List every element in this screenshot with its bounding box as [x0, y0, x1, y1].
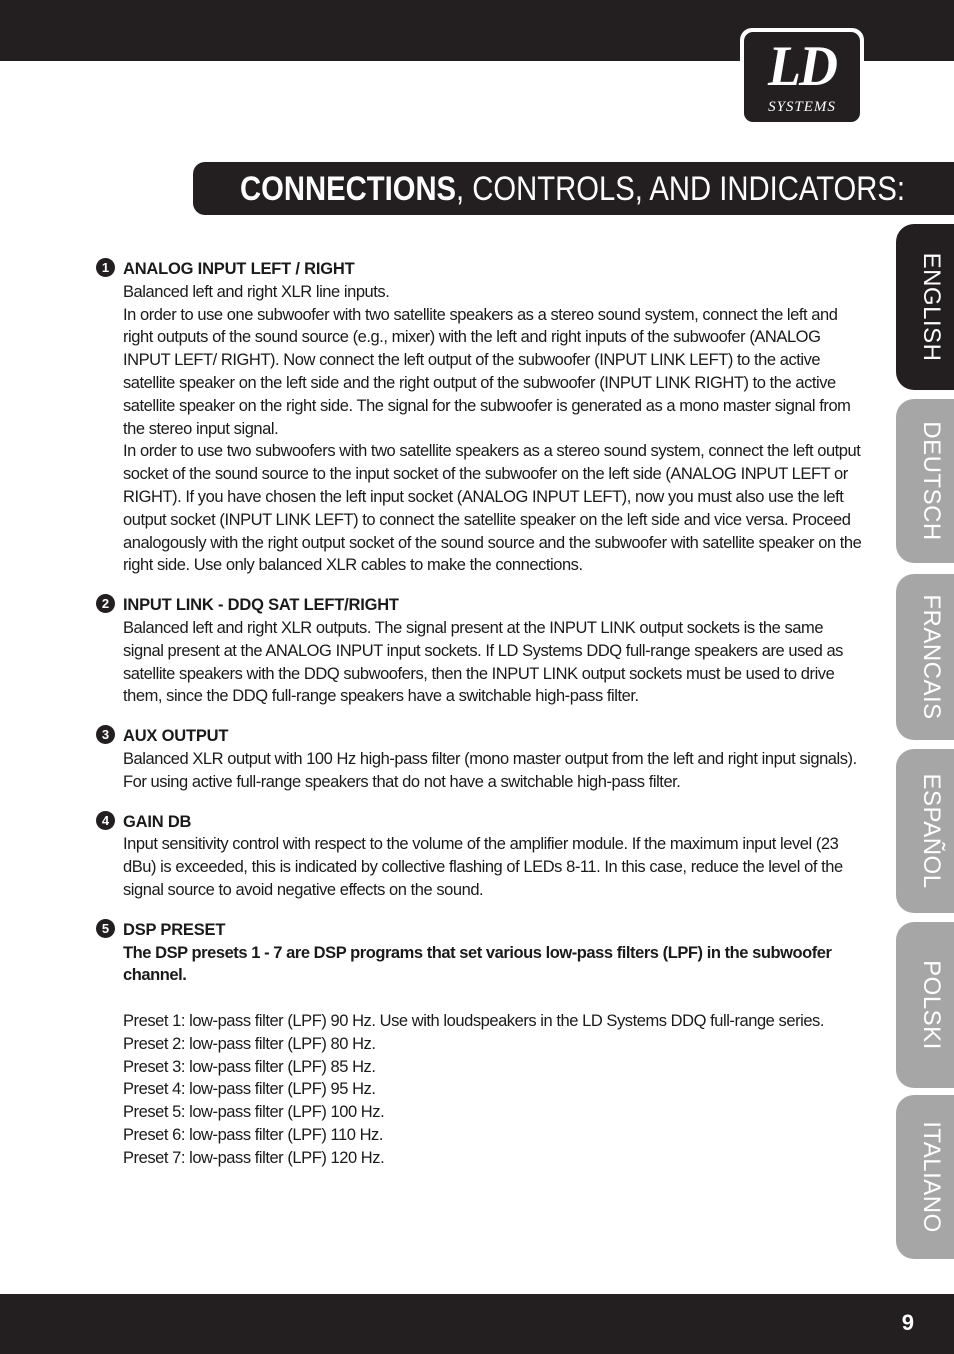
tab-francais[interactable]	[896, 574, 954, 740]
page-number: 9	[901, 1310, 914, 1335]
section-number-badge: 4	[96, 811, 115, 830]
tab-label: ITALIANO	[918, 1121, 945, 1233]
preset-line: Preset 2: low-pass filter (LPF) 80 Hz.	[123, 1034, 376, 1053]
section-input-link	[96, 594, 866, 708]
section-paragraph: Balanced left and right XLR line inputs.	[123, 282, 390, 301]
content	[96, 258, 866, 1186]
dsp-intro: The DSP presets 1 - 7 are DSP programs that set various low-pass filters (LPF) in the subwoofer channel.	[123, 943, 832, 985]
preset-line: Preset 5: low-pass filter (LPF) 100 Hz.	[123, 1103, 385, 1122]
page-title-rest: , CONTROLS, AND INDICATORS:	[456, 170, 906, 208]
tab-label: DEUTSCH	[918, 421, 945, 541]
spacer	[123, 987, 866, 1010]
section-number-badge: 3	[96, 725, 115, 744]
page-title-bold: CONNECTIONS	[240, 170, 457, 208]
section-number-badge: 2	[96, 594, 115, 613]
section-heading: GAIN DB	[123, 812, 192, 831]
section-gain	[96, 811, 866, 902]
section-paragraph: Balanced XLR output with 100 Hz high-pass filter (mono master output from the left and right input signals). For using active full-range speakers that do not have a switchable high-pass filter.	[123, 749, 857, 791]
tab-deutsch[interactable]	[896, 399, 954, 563]
logo-sub-text: SYSTEMS	[768, 99, 836, 115]
tab-label: ESPAÑOL	[918, 773, 945, 889]
tab-label: FRANCAIS	[918, 594, 945, 720]
section-dsp-preset	[96, 919, 866, 1170]
tab-espanol[interactable]	[896, 749, 954, 913]
section-paragraph: Balanced left and right XLR outputs. The signal present at the INPUT LINK output sockets is the same signal present at the ANALOG INPUT input sockets. If LD Systems DDQ full-range speakers are used as satellite speakers with the DDQ subwoofers, then the INPUT LINK output sockets must be used to drive them, since the DDQ full-range speakers have a switchable high-pass filter.	[123, 618, 843, 706]
section-heading: INPUT LINK - DDQ SAT LEFT/RIGHT	[123, 596, 399, 615]
tab-label: ENGLISH	[918, 252, 945, 362]
section-number-badge: 1	[96, 258, 115, 277]
tab-label: POLSKI	[918, 960, 945, 1050]
section-analog-input	[96, 258, 866, 577]
preset-line: Preset 6: low-pass filter (LPF) 110 Hz.	[123, 1125, 383, 1144]
preset-line: Preset 4: low-pass filter (LPF) 95 Hz.	[123, 1080, 376, 1099]
tab-polski[interactable]	[896, 922, 954, 1088]
section-paragraph: In order to use one subwoofer with two satellite speakers as a stereo sound system, connect the left and right outputs of the sound source (e.g., mixer) with the left and right inputs of the subwoofer (ANALOG INPUT LEFT/ RIGHT). Now connect the left output of the subwoofer (INPUT LINK LEFT) to the active satellite speaker on the left side and the right output of the subwoofer (INPUT LINK RIGHT) to the active satellite speaker on the right side. The signal for the subwoofer is generated as a mono master signal from the stereo input signal.	[123, 305, 851, 438]
logo-main-text: LD	[768, 34, 836, 98]
logo-badge	[744, 32, 860, 122]
preset-line: Preset 7: low-pass filter (LPF) 120 Hz.	[123, 1148, 385, 1167]
section-aux-output	[96, 725, 866, 793]
section-paragraph: Input sensitivity control with respect to the volume of the amplifier module. If the maximum input level (23 dBu) is exceeded, this is indicated by collective flashing of LEDs 8-11. In this case, reduce the level of the signal source to avoid negative effects on the sound.	[123, 835, 843, 899]
page-title	[240, 168, 905, 210]
section-number-badge: 5	[96, 919, 115, 938]
ld-systems-logo	[740, 28, 864, 126]
section-paragraph: In order to use two subwoofers with two satellite speakers as a stereo sound system, connect the left output socket of the sound source to the input socket of the subwoofer on the left side (ANALOG INPUT LEFT or RIGHT). If you have chosen the left input socket (ANALOG INPUT LEFT), now you must also use the left output socket (INPUT LINK LEFT) to connect the satellite speaker on the left side and vice versa. Proceed analogously with the right output socket of the sound source and the subwoofer with satellite speaker on the right side. Use only balanced XLR cables to make the connections.	[123, 442, 862, 575]
preset-line: Preset 3: low-pass filter (LPF) 85 Hz.	[123, 1057, 376, 1076]
bottom-bar	[0, 1294, 954, 1354]
section-heading: AUX OUTPUT	[123, 727, 229, 746]
tab-italiano[interactable]	[896, 1095, 954, 1259]
section-heading: ANALOG INPUT LEFT / RIGHT	[123, 260, 355, 278]
preset-line: Preset 1: low-pass filter (LPF) 90 Hz. Use with loudspeakers in the LD Systems DDQ full-range series.	[123, 1011, 824, 1030]
section-heading: DSP PRESET	[123, 920, 226, 939]
tab-english[interactable]	[896, 224, 954, 390]
